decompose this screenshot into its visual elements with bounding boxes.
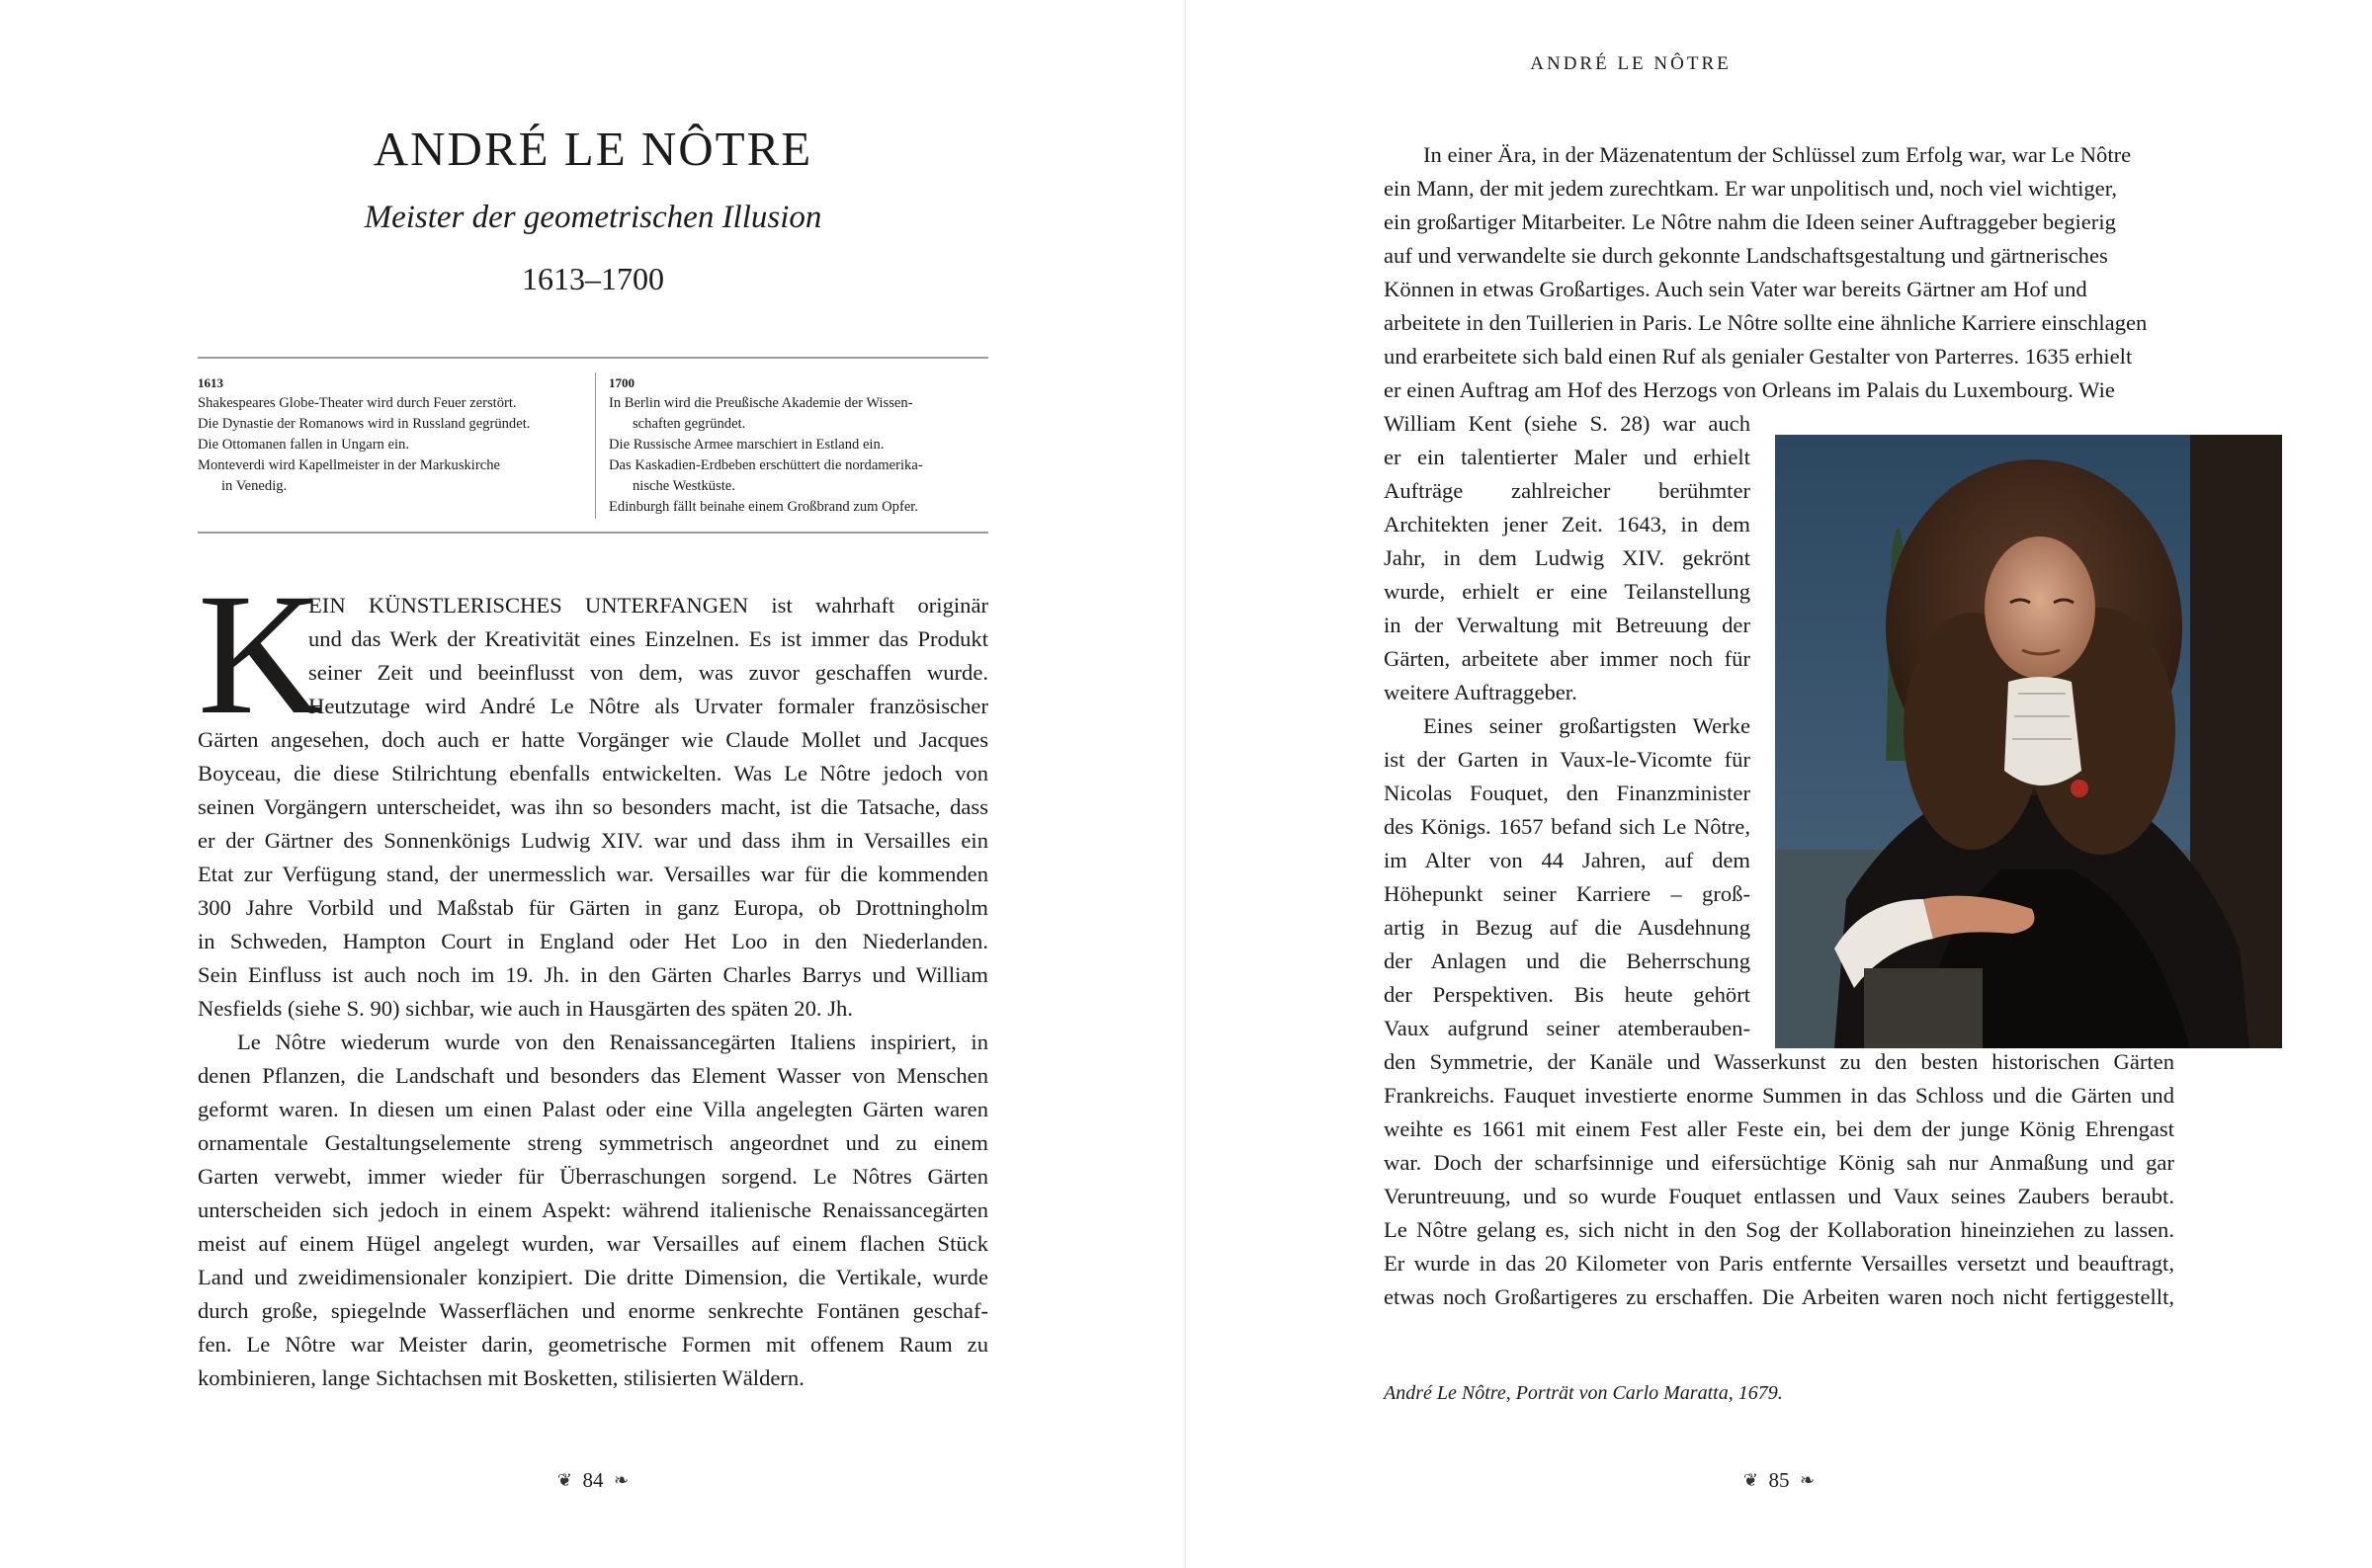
page-number: 84 (582, 1468, 604, 1492)
body-text-line: In einer Ära, in der Mäzenatentum der Schlüssel zum Erfolg war, war Le Nôtre (1423, 142, 2132, 167)
body-text-line: Le Nôtre wiederum wurde von den Renaissancegärten Italiens inspiriert, in (237, 1030, 988, 1054)
timeline-entry: Die Dynastie der Romanows wird in Russland gegründet. (198, 416, 531, 432)
body-text-line: seinen Vorgängern unterscheidet, was ihn so besonders macht, ist die Tatsache, dass (198, 794, 988, 819)
body-text-line: fen. Le Nôtre war Meister darin, geometrische Formen mit offenem Raum zu (198, 1332, 988, 1357)
body-text-line: den Symmetrie, der Kanäle und Wasserkunst zu den besten historischen Gärten (1384, 1049, 2174, 1074)
timeline-entry: schaften gegründet. (633, 416, 746, 432)
body-text-line: war. Doch der scharfsinnige und eifersüchtige König sah nur Anmaßung und gar (1384, 1150, 2174, 1175)
body-text-line: und erarbeitete sich bald einen Ruf als genialer Gestalter von Parterres. 1635 erhielt (1384, 344, 2133, 369)
chapter-title: ANDRÉ LE NÔTRE (373, 122, 813, 176)
body-text-line: wurde, erhielt er eine Teilanstellung (1384, 579, 1750, 604)
body-text-line: Gärten angesehen, doch auch er hatte Vorgänger wie Claude Mollet und Jacques (198, 727, 988, 752)
body-text-line: im Alter von 44 Jahren, auf dem (1384, 848, 1750, 872)
body-text-line: Le Nôtre gelang es, sich nicht in den Sog der Kollaboration hineinziehen zu lassen. (1384, 1217, 2174, 1242)
timeline-column-1700 (609, 372, 988, 518)
portrait-illustration (1775, 435, 2282, 1048)
body-text-line: er der Gärtner des Sonnenkönigs Ludwig XIV. war und dass ihm in Versailles ein (198, 828, 988, 853)
body-text-line: seiner Zeit und beeinflusst von dem, was zuvor geschaffen wurde. (308, 660, 988, 685)
fleuron-ornament-icon: ❦ (1742, 1470, 1758, 1490)
body-text-line: arbeitete in den Tuillerien in Paris. Le Nôtre sollte eine ähnliche Karriere einschlagen (1384, 310, 2148, 335)
body-text-line: weihte es 1661 mit einem Fest aller Feste ein, bei dem der junge König Ehrengast (1384, 1116, 2174, 1141)
body-text-line: etwas noch Großartigeres zu erschaffen. Die Arbeiten waren noch nicht fertiggestellt, (1384, 1284, 2174, 1309)
body-text-line: Sein Einfluss ist auch noch im 19. Jh. in den Gärten Charles Barrys und William (198, 962, 988, 987)
body-text-line: ein Mann, der mit jedem zurechtkam. Er war unpolitisch und, noch viel wichtiger, (1384, 176, 2117, 201)
body-text-line: ist der Garten in Vaux-le-Vicomte für (1384, 747, 1750, 772)
body-text-line: Er wurde in das 20 Kilometer von Paris entfernte Versailles versetzt und beauftragt, (1384, 1251, 2174, 1276)
body-text-line: auf und verwandelte sie durch gekonnte Landschaftsgestaltung und gärtnerisches (1384, 243, 2108, 268)
body-text-line: Nicolas Fouquet, den Finanzminister (1384, 781, 1750, 805)
body-text-line: Boyceau, die diese Stilrichtung ebenfalls entwickelten. Was Le Nôtre jedoch von (198, 761, 988, 785)
body-text-line: denen Pflanzen, die Landschaft und besonders das Element Wasser von Menschen (198, 1063, 988, 1088)
body-text-line: Jahr, in dem Ludwig XIV. gekrönt (1384, 545, 1750, 570)
body-text-line: des Königs. 1657 befand sich Le Nôtre, (1384, 814, 1750, 839)
body-text-line: Heutzutage wird André Le Nôtre als Urvater formaler französischer (308, 694, 988, 718)
portrait-image (1775, 435, 2282, 1048)
body-text-line: 300 Jahre Vorbild und Maßstab für Gärten in ganz Europa, ob Drottningholm (198, 895, 988, 920)
drop-cap: K (198, 558, 324, 751)
timeline-year: 1700 (609, 375, 635, 390)
timeline-entry: Die Russische Armee marschiert in Estland ein. (609, 437, 885, 453)
timeline-column-1613 (198, 372, 583, 497)
body-text-line: kombinieren, lange Sichtachsen mit Bosketten, stilisierten Wäldern. (198, 1365, 805, 1390)
body-text-line: unterscheiden sich jedoch in einem Aspekt: während italienische Renaissancegärten (198, 1197, 988, 1222)
body-text-line: geformt waren. In diesen um einen Palast oder eine Villa angelegten Gärten waren (198, 1097, 988, 1121)
timeline-box (198, 357, 988, 534)
body-text-line: ein großartiger Mitarbeiter. Le Nôtre nahm die Ideen seiner Auftraggeber begierig (1384, 209, 2116, 234)
body-text-line: ornamentale Gestaltungselemente streng symmetrisch angeordnet und zu einem (198, 1130, 988, 1155)
body-text-line: Eines seiner großartigsten Werke (1423, 713, 1750, 738)
timeline-entry: nische Westküste. (633, 478, 735, 494)
timeline-divider (595, 372, 596, 519)
body-text-line: Architekten jener Zeit. 1643, in dem (1384, 512, 1750, 536)
body-text-line: Aufträge zahlreicher berühmter (1384, 478, 1750, 503)
fleuron-ornament-icon: ❧ (614, 1470, 630, 1490)
timeline-entry: Edinburgh fällt beinahe einem Großbrand zum Opfer. (609, 499, 918, 515)
body-text-line: in Schweden, Hampton Court in England oder Het Loo in den Niederlanden. (198, 929, 988, 953)
body-text-line: er ein talentierter Maler und erhielt (1384, 445, 1750, 469)
portrait-caption: André Le Nôtre, Porträt von Carlo Maratta, 1679. (1384, 1382, 1783, 1404)
timeline-year: 1613 (198, 375, 223, 390)
timeline-entry: In Berlin wird die Preußische Akademie der Wissen- (609, 395, 913, 411)
body-text-line: Vaux aufgrund seiner atemberauben- (1384, 1016, 1750, 1040)
body-text-line: er einen Auftrag am Hof des Herzogs von Orleans im Palais du Luxembourg. Wie (1384, 377, 2115, 402)
body-text-line: der Anlagen und die Beherrschung (1384, 949, 1750, 973)
body-text-line: Veruntreuung, und so wurde Fouquet entlassen und Vaux seines Zaubers beraubt. (1384, 1184, 2174, 1208)
body-text-line: Nesfields (siehe S. 90) sichbar, wie auch in Hausgärten des späten 20. Jh. (198, 996, 853, 1021)
body-text-line: artig in Bezug auf die Ausdehnung (1384, 915, 1750, 940)
timeline-entry: Das Kaskadien-Erdbeben erschüttert die nordamerika- (609, 457, 923, 473)
body-text-line: EIN KÜNSTLERISCHES UNTERFANGEN ist wahrhaft originär (308, 593, 988, 618)
body-text-line: Etat zur Verfügung stand, der unermesslich war. Versailles war für die kommenden (198, 862, 988, 886)
page-number-right (1720, 1465, 1838, 1495)
body-text-line: durch große, spiegelnde Wasserflächen und enorme senkrechte Fontänen geschaf- (198, 1298, 988, 1323)
page-number-left (534, 1465, 652, 1495)
running-head: ANDRÉ LE NÔTRE (1530, 53, 1732, 74)
body-text-line: der Perspektiven. Bis heute gehört (1384, 982, 1750, 1007)
body-text-line: Höhepunkt seiner Karriere – groß- (1384, 881, 1750, 906)
life-years: 1613–1700 (522, 261, 664, 296)
page-number: 85 (1768, 1468, 1790, 1492)
body-text-line: Können in etwas Großartiges. Auch sein Vater war bereits Gärtner am Hof und (1384, 277, 2087, 301)
body-text-line: in der Verwaltung mit Betreuung der (1384, 613, 1750, 637)
fleuron-ornament-icon: ❦ (556, 1470, 572, 1490)
timeline-entry: in Venedig. (221, 478, 288, 494)
body-text-line: Gärten, arbeitete aber immer noch für (1384, 646, 1750, 671)
chapter-subtitle: Meister der geometrischen Illusion (364, 200, 822, 235)
timeline-entry: Shakespeares Globe-Theater wird durch Feuer zerstört. (198, 395, 517, 411)
body-text-line: Garten verwebt, immer wieder für Überraschungen sorgend. Le Nôtres Gärten (198, 1164, 988, 1189)
body-text-line: weitere Auftraggeber. (1384, 680, 1577, 704)
body-text-line: und das Werk der Kreativität eines Einzelnen. Es ist immer das Produkt (308, 626, 988, 651)
body-text-line: Frankreichs. Fauquet investierte enorme Summen in das Schloss und die Gärten und (1384, 1083, 2174, 1108)
fleuron-ornament-icon: ❧ (1800, 1470, 1816, 1490)
body-text-line: William Kent (siehe S. 28) war auch (1384, 411, 1750, 436)
body-text-line: meist auf einem Hügel angelegt wurden, war Versailles auf einem flachen Stück (198, 1231, 988, 1256)
body-text-line: Land und zweidimensionaler konzipiert. Die dritte Dimension, die Vertikale, wurde (198, 1265, 988, 1289)
timeline-entry: Monteverdi wird Kapellmeister in der Markuskirche (198, 457, 500, 473)
timeline-entry: Die Ottomanen fallen in Ungarn ein. (198, 437, 409, 453)
